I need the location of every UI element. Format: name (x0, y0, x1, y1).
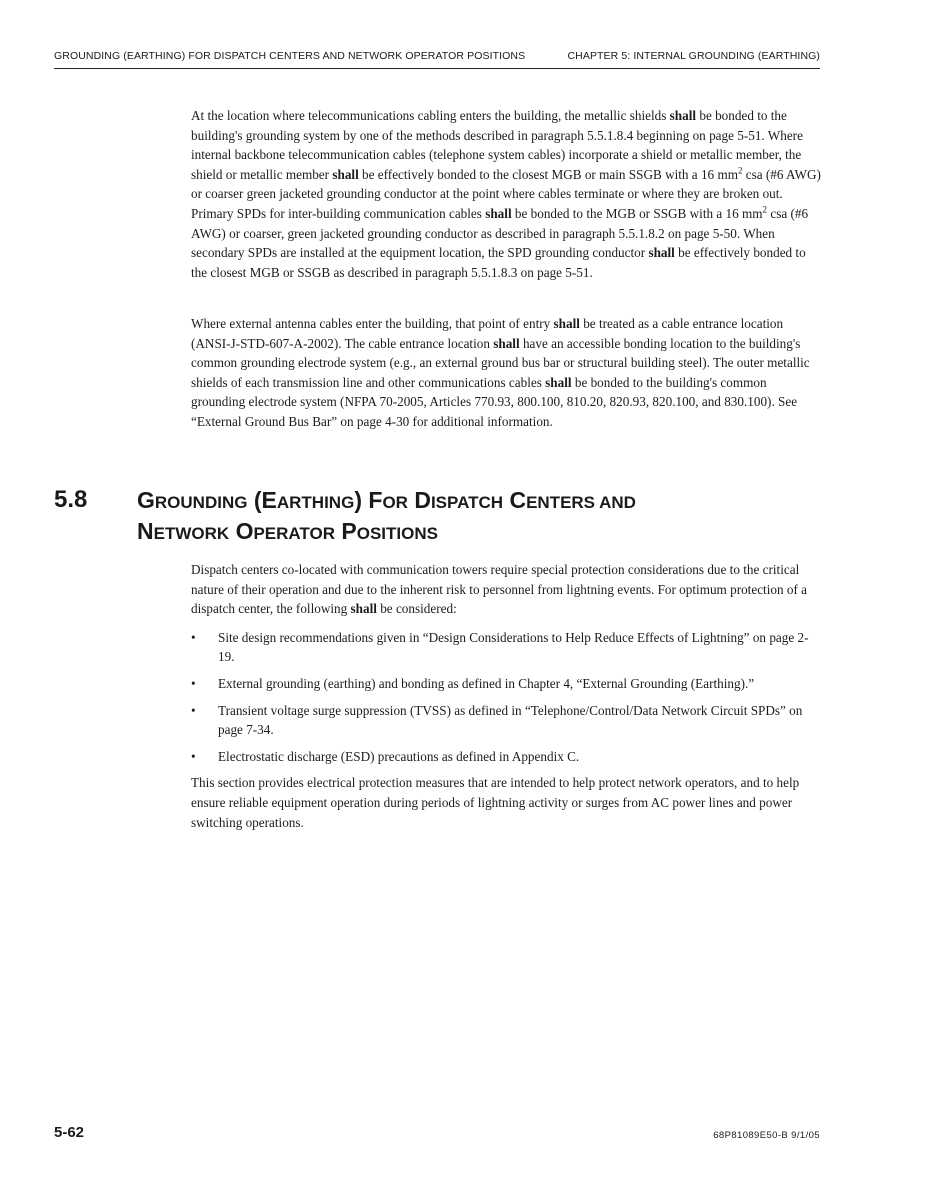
paragraph-protection-measures: This section provides electrical protection measures that are intended to help protect network operators, and to help ensure reliable equipment operation during periods of lightning activity or surges from AC power lines and power switching operations. (191, 775, 800, 830)
section-number: 5.8 (54, 486, 88, 513)
running-header (54, 46, 820, 69)
bullet-marker: • (191, 748, 196, 764)
header-chapter-title: CHAPTER 5: INTERNAL GROUNDING (EARTHING) (567, 50, 820, 62)
document-id: 68P81089E50-B 9/1/05 (713, 1130, 820, 1141)
shall-emphasis: shall (545, 374, 572, 390)
section-body (191, 560, 821, 832)
bullet-marker: • (191, 702, 196, 718)
shall-emphasis: shall (669, 108, 697, 123)
paragraph-antenna-cables: Where external antenna cables enter the building, that point of entry shall be treated as a cable entrance location (ANSI-J-STD-607-A-2002). The cable entrance location shall have an accessible bonding location to the building's common grounding electrode system (e.g., an external ground bus bar or structural building steel). The outer metallic shields of each transmission line and other communications cables shall be bonded to the building's common grounding electrode system (NFPA 70-2005, Articles 770.93, 800.100, 810.20, 820.93, 820.100, and 830.100). See “External Ground Bus Bar” on page 4-30 for additional information. (191, 316, 810, 429)
section-title (137, 486, 827, 548)
paragraph-dispatch-centers: Dispatch centers co-located with communication towers require special protection considerations due to the critical nature of their operation and due to the inherent risk to personnel from lightning events. For optimum protection of a dispatch center, the following shall be considered: (191, 562, 808, 617)
list-item: • Site design recommendations given in “Design Considerations to Help Reduce Effects of Lightning” on page 2-19. (191, 629, 809, 665)
section-title-line-1: GROUNDING (EARTHING) FOR DISPATCH CENTERS AND (137, 487, 636, 513)
bullet-marker: • (191, 675, 196, 691)
shall-emphasis: shall (485, 205, 512, 221)
list-item: • External grounding (earthing) and bonding as defined in Chapter 4, “External Grounding (Earthing).” (191, 674, 821, 694)
list-item: • Electrostatic discharge (ESD) precautions as defined in Appendix C. (191, 747, 821, 767)
header-section-title: GROUNDING (EARTHING) FOR DISPATCH CENTERS AND NETWORK OPERATOR POSITIONS (54, 50, 526, 62)
considerations-list (191, 628, 821, 767)
bullet-marker: • (191, 629, 196, 645)
list-item: • Transient voltage surge suppression (TVSS) as defined in “Telephone/Control/Data Network Circuit SPDs” on page 7-34. (191, 702, 803, 738)
shall-emphasis: shall (493, 335, 520, 351)
section-title-line-2: NETWORK OPERATOR POSITIONS (137, 518, 438, 544)
shall-emphasis: shall (553, 316, 580, 331)
shall-emphasis: shall (648, 245, 675, 261)
page-number: 5-62 (54, 1124, 85, 1141)
shall-emphasis: shall (332, 166, 359, 182)
shall-emphasis: shall (350, 601, 377, 617)
paragraph-cable-entrance-bonding: At the location where telecommunications cabling enters the building, the metallic shields shall be bonded to the building's grounding system by one of the methods described in paragraph 5.5.1.8.4 beginning on page 5-51. Where internal backbone telecommunication cables (telephone system cables) incorporate a shield or metallic member, the shield or metallic member shall be effectively bonded to the closest MGB or main SSGB with a 16 $mm^2$ csa (#6 AWG) or coarser green jacketed grounding conductor at the point where cables terminate or where they are broken out. Primary SPDs for inter-building communication cables shall be bonded to the MGB or SSGB with a 16 $mm^2$ csa (#6 AWG) or coarser, green jacketed grounding conductor as described in paragraph 5.5.1.8.2 on page 5-50. When secondary SPDs are installed at the equipment location, the SPD grounding conductor shall be effectively bonded to the closest MGB or SSGB as described in paragraph 5.5.1.8.3 on page 5-51. (191, 108, 821, 280)
